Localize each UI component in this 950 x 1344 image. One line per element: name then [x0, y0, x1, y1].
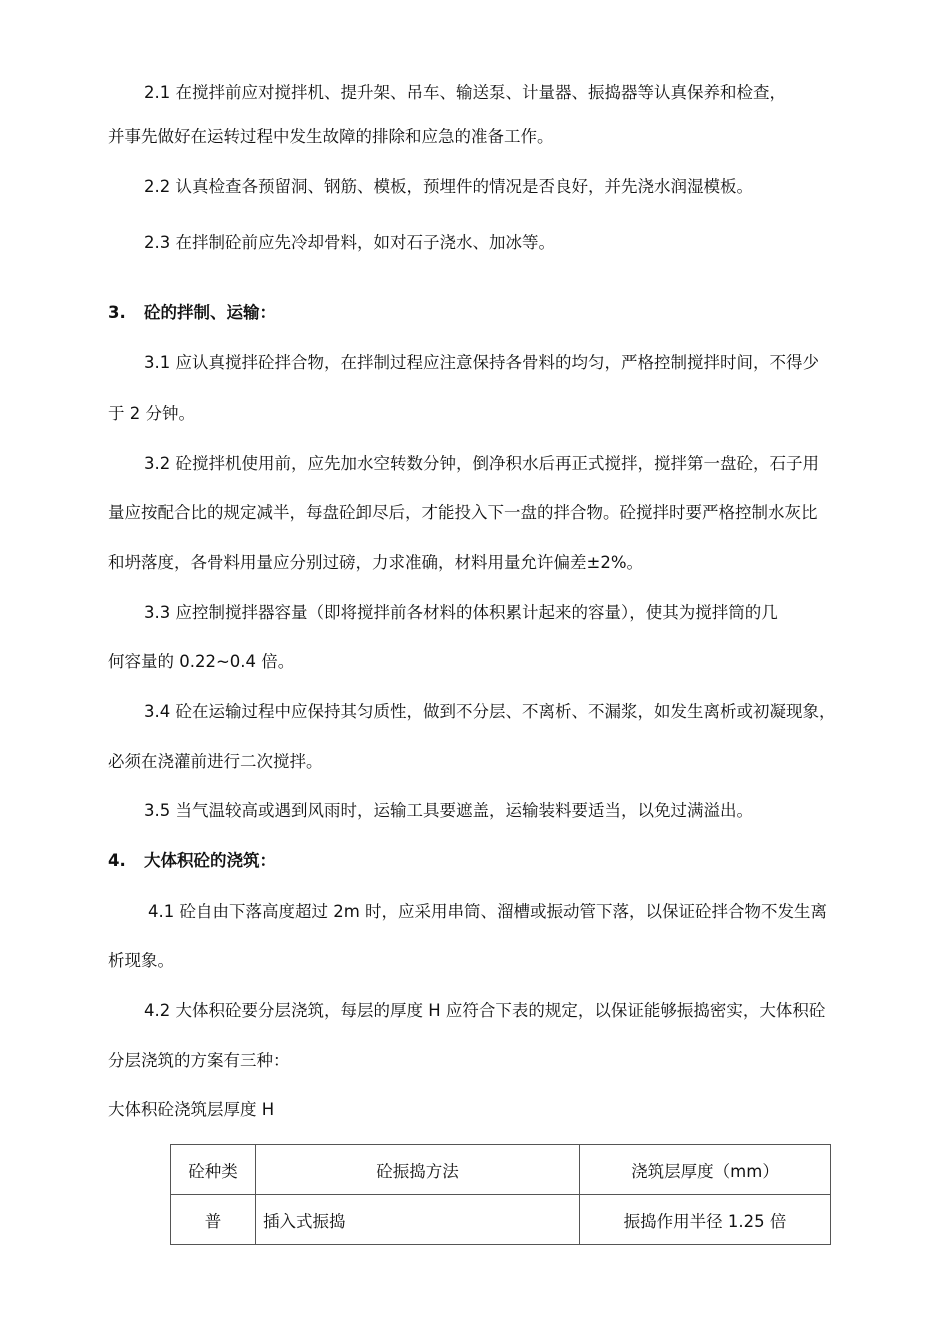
table-cell: 插入式振捣 — [256, 1195, 580, 1245]
heading-3-text: 砼的拌制、运输： — [144, 303, 276, 322]
layer-thickness-table — [170, 1144, 831, 1245]
table-cell: 振捣作用半径 1.25 倍 — [580, 1195, 831, 1245]
table-cell: 普 — [171, 1195, 256, 1245]
line-3-1-b: 于 2 分钟。 — [108, 404, 195, 423]
line-3-3-a: 3.3 应控制搅拌器容量（即将搅拌前各材料的体积累计起来的容量），使其为搅拌筒的几 — [144, 603, 778, 622]
table-header-cell: 砼种类 — [171, 1145, 256, 1195]
heading-3 — [108, 302, 276, 324]
line-2-2: 2.2 认真检查各预留洞、钢筋、模板，预埋件的情况是否良好，并先浇水润湿模板。 — [144, 177, 753, 196]
line-2-3: 2.3 在拌制砼前应先冷却骨料，如对石子浇水、加冰等。 — [144, 233, 555, 252]
heading-4-text: 大体积砼的浇筑： — [144, 851, 276, 870]
line-4-1-a: 4.1 砼自由下落高度超过 2m 时，应采用串筒、溜槽或振动管下落，以保证砼拌合物不发生离 — [148, 902, 828, 921]
line-2-1-a: 2.1 在搅拌前应对搅拌机、提升架、吊车、输送泵、计量器、振捣器等认真保养和检查， — [144, 83, 786, 102]
heading-3-number: 3. — [108, 303, 126, 322]
table-header-row — [171, 1145, 831, 1195]
line-4-2-b: 分层浇筑的方案有三种： — [108, 1051, 290, 1070]
table-header-cell: 砼振捣方法 — [256, 1145, 580, 1195]
line-3-3-b: 何容量的 0.22~0.4 倍。 — [108, 652, 295, 671]
table-row — [171, 1195, 831, 1245]
line-3-5: 3.5 当气温较高或遇到风雨时，运输工具要遮盖，运输装料要适当，以免过满溢出。 — [144, 801, 753, 820]
line-4-2-a: 4.2 大体积砼要分层浇筑，每层的厚度 H 应符合下表的规定，以保证能够振捣密实，大体积砼 — [144, 1001, 826, 1020]
heading-4-number: 4. — [108, 851, 126, 870]
line-3-4-a: 3.4 砼在运输过程中应保持其匀质性，做到不分层、不离析、不漏浆，如发生离析或初凝现象， — [144, 702, 836, 721]
table-caption: 大体积砼浇筑层厚度 H — [108, 1100, 275, 1119]
heading-4 — [108, 850, 276, 872]
table-header-cell: 浇筑层厚度（mm） — [580, 1145, 831, 1195]
line-3-4-b: 必须在浇灌前进行二次搅拌。 — [108, 752, 323, 771]
line-3-2-b: 量应按配合比的规定减半，每盘砼卸尽后，才能投入下一盘的拌合物。砼搅拌时要严格控制水灰比 — [108, 503, 818, 522]
line-3-1-a: 3.1 应认真搅拌砼拌合物，在拌制过程应注意保持各骨料的均匀，严格控制搅拌时间，不得少 — [144, 353, 819, 372]
line-4-1-b: 析现象。 — [108, 951, 174, 970]
line-3-2-a: 3.2 砼搅拌机使用前，应先加水空转数分钟，倒净积水后再正式搅拌，搅拌第一盘砼，石子用 — [144, 454, 819, 473]
line-2-1-b: 并事先做好在运转过程中发生故障的排除和应急的准备工作。 — [108, 127, 554, 146]
line-3-2-c: 和坍落度，各骨料用量应分别过磅，力求准确，材料用量允许偏差±2%。 — [108, 553, 644, 572]
